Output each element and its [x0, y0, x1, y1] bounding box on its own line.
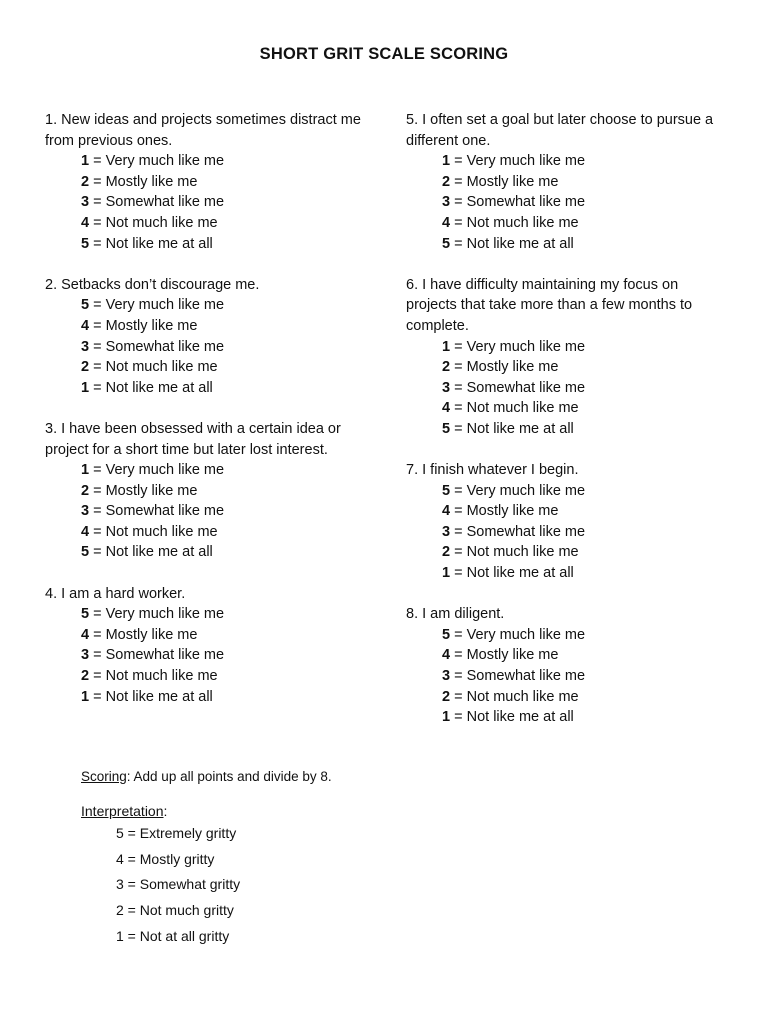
- answer-option: [45, 234, 375, 255]
- option-score: 3: [442, 194, 451, 211]
- option-score: 4: [81, 626, 90, 643]
- option-label: = Not like me at all: [450, 235, 574, 252]
- question-1: [45, 110, 375, 254]
- option-score: 5: [81, 297, 90, 314]
- answer-option: [45, 172, 375, 193]
- option-label: = Very much like me: [450, 153, 586, 170]
- option-label: = Not like me at all: [89, 235, 213, 252]
- answer-option: [45, 501, 375, 522]
- answer-option: [406, 645, 726, 666]
- option-label: = Somewhat like me: [450, 194, 586, 211]
- answer-option: [45, 542, 375, 563]
- option-label: = Somewhat like me: [450, 668, 586, 685]
- question-text: 5. I often set a goal but later choose to pursue a different one.: [406, 112, 714, 149]
- question-text: 3. I have been obsessed with a certain idea or project for a short time but later lost interest.: [45, 420, 341, 458]
- interpretation-heading: Interpretation: [81, 803, 164, 819]
- option-score: 4: [442, 214, 451, 231]
- answer-option: [406, 378, 726, 399]
- option-score: 5: [81, 606, 90, 623]
- option-label: = Very much like me: [450, 338, 586, 355]
- question-text: 7. I finish whatever I begin.: [406, 462, 579, 479]
- option-label: = Very much like me: [89, 297, 225, 314]
- option-score: 1: [81, 153, 90, 170]
- option-score: 1: [442, 338, 451, 355]
- option-score: 1: [81, 688, 90, 705]
- option-label: = Not like me at all: [450, 420, 574, 437]
- option-label: = Mostly like me: [89, 317, 198, 334]
- option-score: 5: [442, 482, 451, 499]
- option-label: = Not much like me: [89, 668, 218, 685]
- answer-option: [45, 645, 375, 666]
- interpretation-item: 4 = Mostly gritty: [116, 850, 215, 867]
- option-score: 2: [81, 482, 90, 499]
- option-label: = Somewhat like me: [89, 338, 225, 355]
- question-4: [45, 584, 375, 708]
- question-text: 8. I am diligent.: [406, 606, 505, 623]
- scoring-heading: Scoring: [81, 769, 127, 784]
- left-column: [45, 110, 375, 707]
- option-label: = Mostly like me: [89, 482, 198, 499]
- answer-option: [45, 357, 375, 378]
- option-label: = Somewhat like me: [89, 647, 225, 664]
- answer-option: [45, 522, 375, 543]
- option-score: 2: [81, 359, 90, 376]
- interpretation-item: 3 = Somewhat gritty: [116, 876, 241, 893]
- answer-option: [45, 378, 375, 399]
- option-label: = Not much like me: [89, 359, 218, 376]
- option-label: = Not like me at all: [89, 379, 213, 396]
- option-score: 4: [442, 400, 451, 417]
- option-score: 1: [81, 462, 90, 479]
- option-score: 2: [442, 173, 451, 190]
- option-label: = Not much like me: [89, 214, 218, 231]
- option-score: 2: [442, 688, 451, 705]
- answer-option: [406, 213, 726, 234]
- answer-option: [45, 481, 375, 502]
- answer-option: [45, 604, 375, 625]
- option-score: 1: [442, 565, 451, 582]
- question-text: 2. Setbacks don’t discourage me.: [45, 276, 260, 293]
- option-score: 3: [442, 523, 451, 540]
- option-label: = Somewhat like me: [450, 379, 586, 396]
- option-label: = Mostly like me: [89, 626, 198, 643]
- answer-option: [45, 687, 375, 708]
- question-8: [406, 604, 726, 728]
- question-6: [406, 275, 726, 440]
- answer-option: [45, 192, 375, 213]
- question-text: 4. I am a hard worker.: [45, 585, 186, 602]
- option-score: 5: [81, 544, 90, 561]
- option-label: = Not like me at all: [89, 688, 213, 705]
- option-label: = Mostly like me: [450, 647, 559, 664]
- interpretation-item: 5 = Extremely gritty: [116, 825, 237, 841]
- right-column: [406, 110, 726, 728]
- option-label: = Not much like me: [450, 688, 579, 705]
- option-score: 4: [81, 317, 90, 334]
- option-score: 5: [81, 235, 90, 252]
- option-label: = Somewhat like me: [89, 194, 225, 211]
- option-label: = Not much like me: [89, 523, 218, 540]
- option-score: 1: [442, 153, 451, 170]
- answer-option: [406, 563, 726, 584]
- question-5: [406, 110, 726, 254]
- answer-option: [406, 707, 726, 728]
- question-2: [45, 275, 375, 399]
- question-text: 6. I have difficulty maintaining my focus on projects that take more than a few months to complete.: [406, 276, 693, 334]
- option-label: = Not like me at all: [450, 565, 574, 582]
- answer-option: [45, 316, 375, 337]
- option-score: 4: [81, 523, 90, 540]
- answer-option: [45, 625, 375, 646]
- answer-option: [406, 481, 726, 502]
- option-score: 2: [81, 173, 90, 190]
- interpretation-item: 1 = Not at all gritty: [116, 927, 230, 944]
- option-score: 3: [442, 668, 451, 685]
- scoring-instructions: [81, 767, 681, 787]
- option-label: = Not like me at all: [89, 544, 213, 561]
- scoring-text: : Add up all points and divide by 8.: [126, 769, 332, 784]
- option-score: 3: [81, 338, 90, 355]
- option-score: 4: [442, 503, 451, 520]
- page-title: SHORT GRIT SCALE SCORING: [259, 45, 509, 63]
- option-label: = Somewhat like me: [89, 503, 225, 520]
- option-score: 1: [81, 379, 90, 396]
- option-score: 5: [442, 626, 451, 643]
- option-label: = Very much like me: [89, 153, 225, 170]
- question-text: 1. New ideas and projects sometimes distract me from previous ones.: [45, 112, 361, 149]
- option-label: = Not much like me: [450, 400, 579, 417]
- option-label: = Mostly like me: [450, 359, 559, 376]
- question-7: [406, 460, 726, 584]
- option-label: = Mostly like me: [450, 173, 559, 190]
- answer-option: [406, 687, 726, 708]
- answer-option: [406, 192, 726, 213]
- option-label: = Very much like me: [89, 462, 225, 479]
- question-3: [45, 419, 375, 563]
- answer-option: [45, 666, 375, 687]
- option-score: 4: [442, 647, 451, 664]
- answer-option: [45, 295, 375, 316]
- option-label: = Not like me at all: [450, 709, 574, 726]
- answer-option: [406, 522, 726, 543]
- answer-option: [406, 666, 726, 687]
- option-score: 2: [81, 668, 90, 685]
- answer-option: [406, 357, 726, 378]
- answer-option: [45, 337, 375, 358]
- option-score: 3: [81, 194, 90, 211]
- option-score: 1: [442, 709, 451, 726]
- answer-option: [406, 337, 726, 358]
- scoring-section: [81, 767, 681, 950]
- answer-option: [406, 151, 726, 172]
- answer-option: [45, 460, 375, 481]
- answer-option: [406, 398, 726, 419]
- answer-option: [406, 501, 726, 522]
- option-label: = Very much like me: [89, 606, 225, 623]
- answer-option: [45, 213, 375, 234]
- option-score: 2: [442, 359, 451, 376]
- answer-option: [45, 151, 375, 172]
- interpretation-item: 2 = Not much gritty: [116, 902, 234, 919]
- option-score: 3: [81, 647, 90, 664]
- interpretation-heading-line: [81, 801, 681, 821]
- option-score: 3: [81, 503, 90, 520]
- option-label: = Very much like me: [450, 626, 586, 643]
- answer-option: [406, 625, 726, 646]
- option-label: = Not much like me: [450, 544, 579, 561]
- option-score: 5: [442, 235, 451, 252]
- answer-option: [406, 234, 726, 255]
- option-label: = Not much like me: [450, 214, 579, 231]
- answer-option: [406, 419, 726, 440]
- option-score: 2: [442, 544, 451, 561]
- option-label: = Mostly like me: [89, 173, 198, 190]
- option-label: = Somewhat like me: [450, 523, 586, 540]
- answer-option: [406, 172, 726, 193]
- answer-option: [406, 542, 726, 563]
- option-label: = Mostly like me: [450, 503, 559, 520]
- option-label: = Very much like me: [450, 482, 586, 499]
- option-score: 5: [442, 420, 451, 437]
- option-score: 3: [442, 379, 451, 396]
- option-score: 4: [81, 214, 90, 231]
- interpretation-colon: :: [163, 803, 168, 819]
